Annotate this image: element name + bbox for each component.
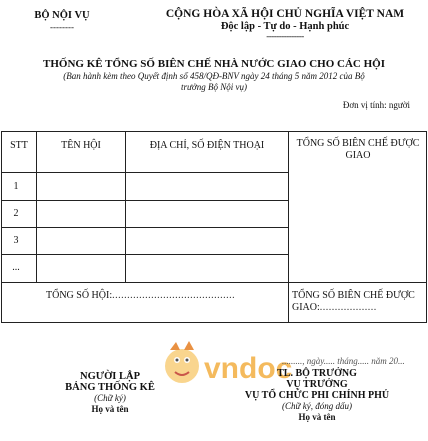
table-row-line [1, 227, 288, 228]
table-border-bottom [1, 322, 426, 323]
document-subtitle-line2: trưởng Bộ Nội vụ) [181, 82, 247, 92]
summary-total-staff-label: TỔNG SỐ BIÊN CHẾ ĐƯỢC GIAO: [292, 290, 415, 313]
table-row-number: 1 [13, 181, 19, 192]
summary-total-staff [292, 290, 422, 314]
republic-title: CỘNG HÒA XÃ HỘI CHỦ NGHĨA VIỆT NAM [165, 8, 405, 20]
director-title-line1: TL. BỘ TRƯỞNG [277, 368, 357, 379]
ministry-name: BỘ NỘI VỤ [34, 10, 90, 21]
summary-total-associations-label: TỔNG SỐ HỘI: [46, 290, 113, 301]
table-row-line [1, 254, 288, 255]
table-col-divider [125, 131, 126, 283]
table-row-number: ... [12, 262, 20, 273]
table-row-number: 2 [13, 208, 19, 219]
table-col-divider [36, 131, 37, 283]
table-row-number: 3 [13, 235, 19, 246]
table-header-bottom [1, 172, 288, 173]
signature-preparer [40, 371, 180, 415]
svg-text:vndoc: vndoc [204, 352, 293, 385]
summary-fill-dots: ................... [319, 302, 377, 313]
document-subtitle-line1: (Ban hành kèm theo Quyết định số 458/QĐ-BNV ngày 24 tháng 5 năm 2012 của Bộ [63, 71, 365, 81]
header-total-staff: TỔNG SỐ BIÊN CHẾ ĐƯỢC GIAO [296, 138, 420, 161]
summary-total-associations [46, 290, 235, 301]
preparer-title-line1: NGƯỜI LẬP [80, 371, 140, 382]
header-address-phone: ĐỊA CHỈ, SỐ ĐIỆN THOẠI [149, 140, 265, 151]
motto-underline: --------------- [266, 31, 304, 41]
table-border-top [1, 131, 426, 132]
director-title-line3: VỤ TỔ CHỨC PHI CHÍNH PHỦ [244, 390, 390, 401]
sign-date: ........., ngày..... tháng..... năm 20... [282, 356, 405, 366]
director-title-line2: VỤ TRƯỞNG [286, 379, 348, 390]
director-full-name-label: Họ và tên [298, 412, 336, 422]
unit-label: Đơn vị tính: người [342, 100, 410, 110]
signature-director [232, 368, 402, 423]
table-col-divider [288, 131, 289, 323]
national-motto: Độc lập - Tự do - Hạnh phúc [220, 21, 350, 32]
preparer-full-name-label: Họ và tên [91, 404, 129, 414]
header-stt: STT [10, 140, 28, 151]
ministry-underline: -------- [50, 22, 74, 32]
table-border-right [426, 131, 427, 323]
document-title: THỐNG KÊ TỔNG SỐ BIÊN CHẾ NHÀ NƯỚC GIAO CHO CÁC HỘI [43, 58, 385, 70]
summary-fill-dots: ......................................... [112, 290, 236, 301]
table-border-left [1, 131, 2, 323]
preparer-title-line2: BẢNG THỐNG KÊ [65, 382, 155, 393]
header-association-name: TÊN HỘI [61, 140, 101, 151]
director-signature-note: (Chữ ký, đóng dấu) [282, 401, 352, 411]
table-row-line [1, 282, 426, 283]
preparer-signature-note: (Chữ ký) [94, 393, 126, 403]
table-row-line [1, 200, 288, 201]
